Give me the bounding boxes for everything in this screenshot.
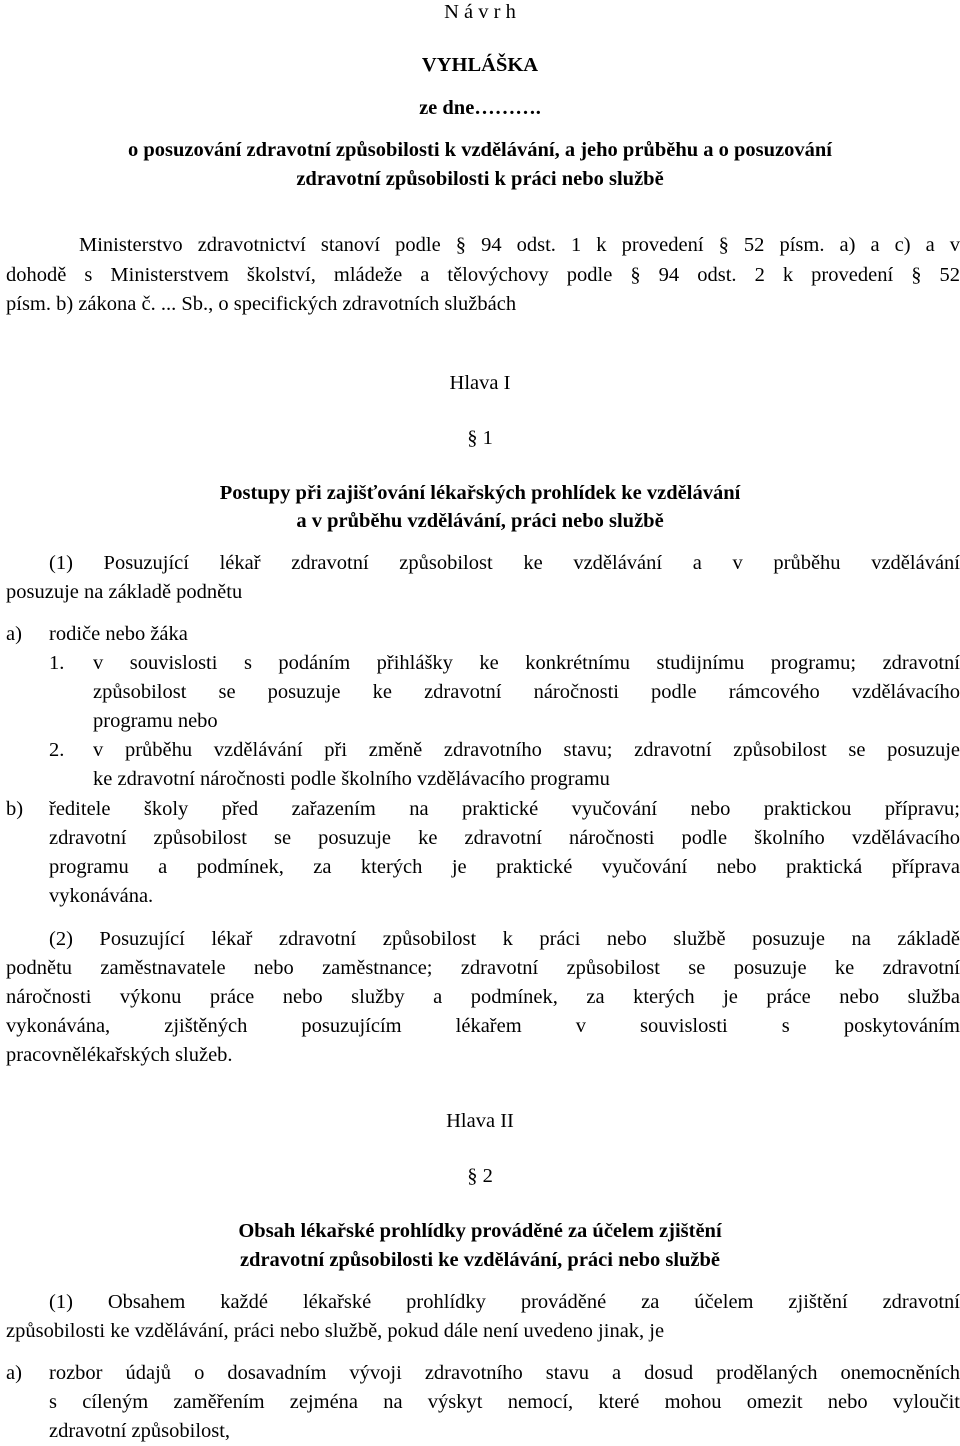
s1-item-b-line-2: zdravotní způsobilost se posuzuje ke zdravotní náročnosti podle školního vzdělávacího — [49, 827, 960, 849]
s1-item-b-label: b) — [6, 798, 24, 820]
s1-item-a-label: a) — [6, 623, 22, 645]
draft-label: N á v r h — [444, 1, 516, 23]
s1-paragraph-2-line-4: vykonávána, zjištěných posuzujícím lékařem v souvislosti s poskytováním — [6, 1015, 960, 1037]
s1-item-a2-line-1: v průběhu vzdělávání při změně zdravotního stavu; zdravotní způsobilost se posuzuje — [93, 739, 960, 761]
s1-item-a2-line-2: ke zdravotní náročnosti podle školního vzdělávacího programu — [93, 768, 610, 790]
section-2-title-line-1: Obsah lékařské prohlídky prováděné za účelem zjištění — [238, 1220, 722, 1242]
s1-item-a-text: rodiče nebo žáka — [49, 623, 188, 645]
s2-item-a-line-1: rozbor údajů o dosavadním vývoji zdravotního stavu a dosud prodělaných onemocněních — [49, 1362, 960, 1384]
s1-paragraph-2-line-5: pracovnělékařských služeb. — [6, 1044, 233, 1066]
s1-item-b-line-1: ředitele školy před zařazením na praktické vyučování nebo praktickou přípravu; — [49, 798, 960, 820]
chapter-2-heading: Hlava II — [446, 1110, 514, 1132]
section-1-title-line-2: a v průběhu vzdělávání, práci nebo službě — [296, 510, 664, 532]
section-1-mark: § 1 — [467, 427, 493, 449]
s1-item-a2-number: 2. — [49, 739, 65, 761]
s1-paragraph-2-line-3: náročnosti výkonu práce nebo služby a podmínek, za kterých je práce nebo služba — [6, 986, 960, 1008]
s1-item-a1-number: 1. — [49, 652, 65, 674]
preamble-line-3: písm. b) zákona č. ... Sb., o specifických zdravotních službách — [6, 293, 517, 315]
s2-paragraph-1-line-2: způsobilosti ke vzdělávání, práci nebo službě, pokud dále není uvedeno jinak, je — [6, 1320, 665, 1342]
s1-paragraph-2-line-1: (2) Posuzující lékař zdravotní způsobilost k práci nebo službě posuzuje na základě — [49, 928, 960, 950]
s2-item-a-line-2: s cíleným zaměřením zejména na výskyt nemocí, které mohou omezit nebo vyloučit — [49, 1391, 960, 1413]
s1-item-a1-line-2: způsobilost se posuzuje ke zdravotní náročnosti podle rámcového vzdělávacího — [93, 681, 960, 703]
s2-item-a-line-3: zdravotní způsobilost, — [49, 1420, 231, 1442]
s1-paragraph-1-line-1: (1) Posuzující lékař zdravotní způsobilost ke vzdělávání a v průběhu vzdělávání — [49, 552, 960, 574]
preamble-line-1: Ministerstvo zdravotnictví stanoví podle § 94 odst. 1 k provedení § 52 písm. a) a c) a v — [79, 234, 960, 256]
s1-paragraph-2-line-2: podnětu zaměstnavatele nebo zaměstnance; zdravotní způsobilost se posuzuje ke zdravotní — [6, 957, 960, 979]
date-line: ze dne………. — [419, 97, 541, 119]
s1-item-a1-line-1: v souvislosti s podáním přihlášky ke konkrétnímu studijnímu programu; zdravotní — [93, 652, 960, 674]
section-2-mark: § 2 — [467, 1165, 493, 1187]
s2-paragraph-1-line-1: (1) Obsahem každé lékařské prohlídky prováděné za účelem zjištění zdravotní — [49, 1291, 960, 1313]
section-2-title-line-2: zdravotní způsobilosti ke vzdělávání, práci nebo službě — [239, 1249, 721, 1271]
s2-item-a-label: a) — [6, 1362, 22, 1384]
title-line-1: o posuzování zdravotní způsobilosti k vzdělávání, a jeho průběhu a o posuzování — [128, 139, 832, 161]
title-line-2: zdravotní způsobilosti k práci nebo službě — [296, 168, 664, 190]
s1-paragraph-1-line-2: posuzuje na základě podnětu — [6, 581, 243, 603]
s1-item-b-line-4: vykonávána. — [49, 885, 154, 907]
preamble-line-2: dohodě s Ministerstvem školství, mládeže a tělovýchovy podle § 94 odst. 2 k provedení § 52 — [6, 264, 960, 286]
document-type: VYHLÁŠKA — [421, 54, 539, 76]
section-1-title-line-1: Postupy při zajišťování lékařských prohlídek ke vzdělávání — [219, 482, 741, 504]
s1-item-a1-line-3: programu nebo — [93, 710, 218, 732]
chapter-1-heading: Hlava I — [449, 372, 511, 394]
s1-item-b-line-3: programu a podmínek, za kterých je praktické vyučování nebo praktická příprava — [49, 856, 960, 878]
